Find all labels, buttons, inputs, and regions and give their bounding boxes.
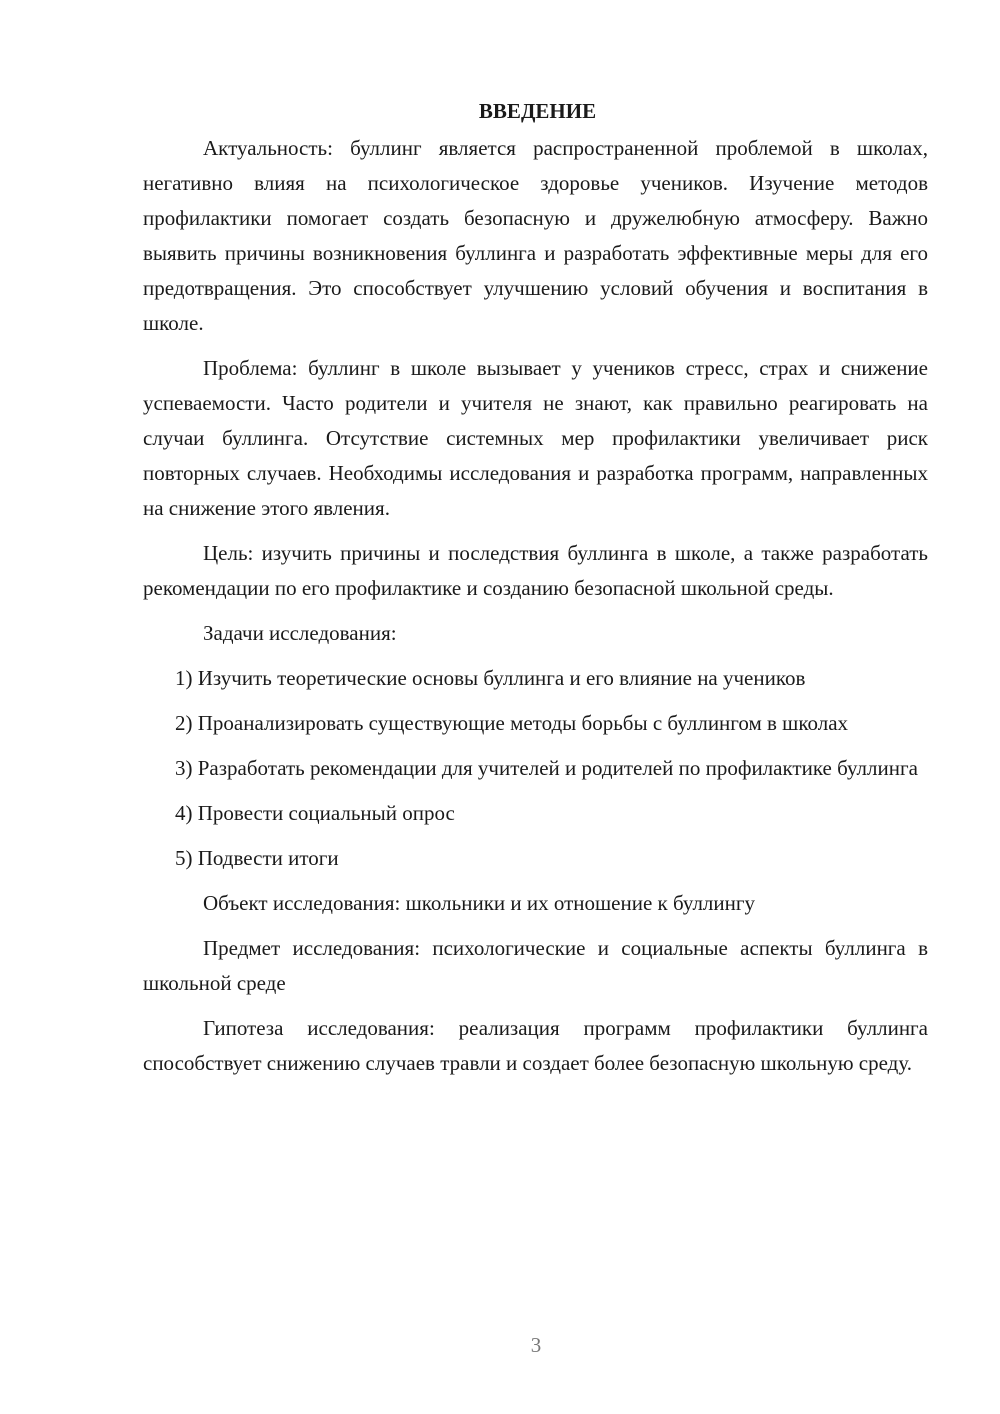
page-number: 3 <box>530 1333 542 1357</box>
subject-paragraph: Предмет исследования: психологические и социальные аспекты буллинга в школьной среде <box>143 936 928 995</box>
object-paragraph: Объект исследования: школьники и их отношение к буллингу <box>203 891 755 915</box>
tasks-heading: Задачи исследования: <box>203 621 397 645</box>
problem-paragraph: Проблема: буллинг в школе вызывает у учеников стресс, страх и снижение успеваемости. Часто родители и учителя не знают, как правильно реагировать на случаи буллинга. Отсутствие системных мер профилактики увеличивает риск повторных случаев. Необходимы исследования и разработка программ, направленных на снижение этого явления. <box>143 356 928 520</box>
task-item-5: 5) Подвести итоги <box>175 846 339 870</box>
section-title: ВВЕДЕНИЕ <box>478 99 597 123</box>
task-item-4: 4) Провести социальный опрос <box>175 801 455 825</box>
hypothesis-paragraph: Гипотеза исследования: реализация программ профилактики буллинга способствует снижению случаев травли и создает более безопасную школьную среду. <box>143 1016 928 1075</box>
document-body <box>143 94 928 1081</box>
relevance-paragraph: Актуальность: буллинг является распространенной проблемой в школах, негативно влияя на психологическое здоровье учеников. Изучение методов профилактики помогает создать безопасную и дружелюбную атмосферу. Важно выявить причины возникновения буллинга и разработать эффективные меры для его предотвращения. Это способствует улучшению условий обучения и воспитания в школе. <box>143 136 928 335</box>
task-item-2: 2) Проанализировать существующие методы борьбы с буллингом в школах <box>175 711 849 735</box>
goal-paragraph: Цель: изучить причины и последствия буллинга в школе, а также разработать рекомендации по его профилактике и созданию безопасной школьной среды. <box>143 541 928 600</box>
task-item-3: 3) Разработать рекомендации для учителей и родителей по профилактике буллинга <box>175 756 918 780</box>
task-item-1: 1) Изучить теоретические основы буллинга и его влияние на учеников <box>175 666 806 690</box>
